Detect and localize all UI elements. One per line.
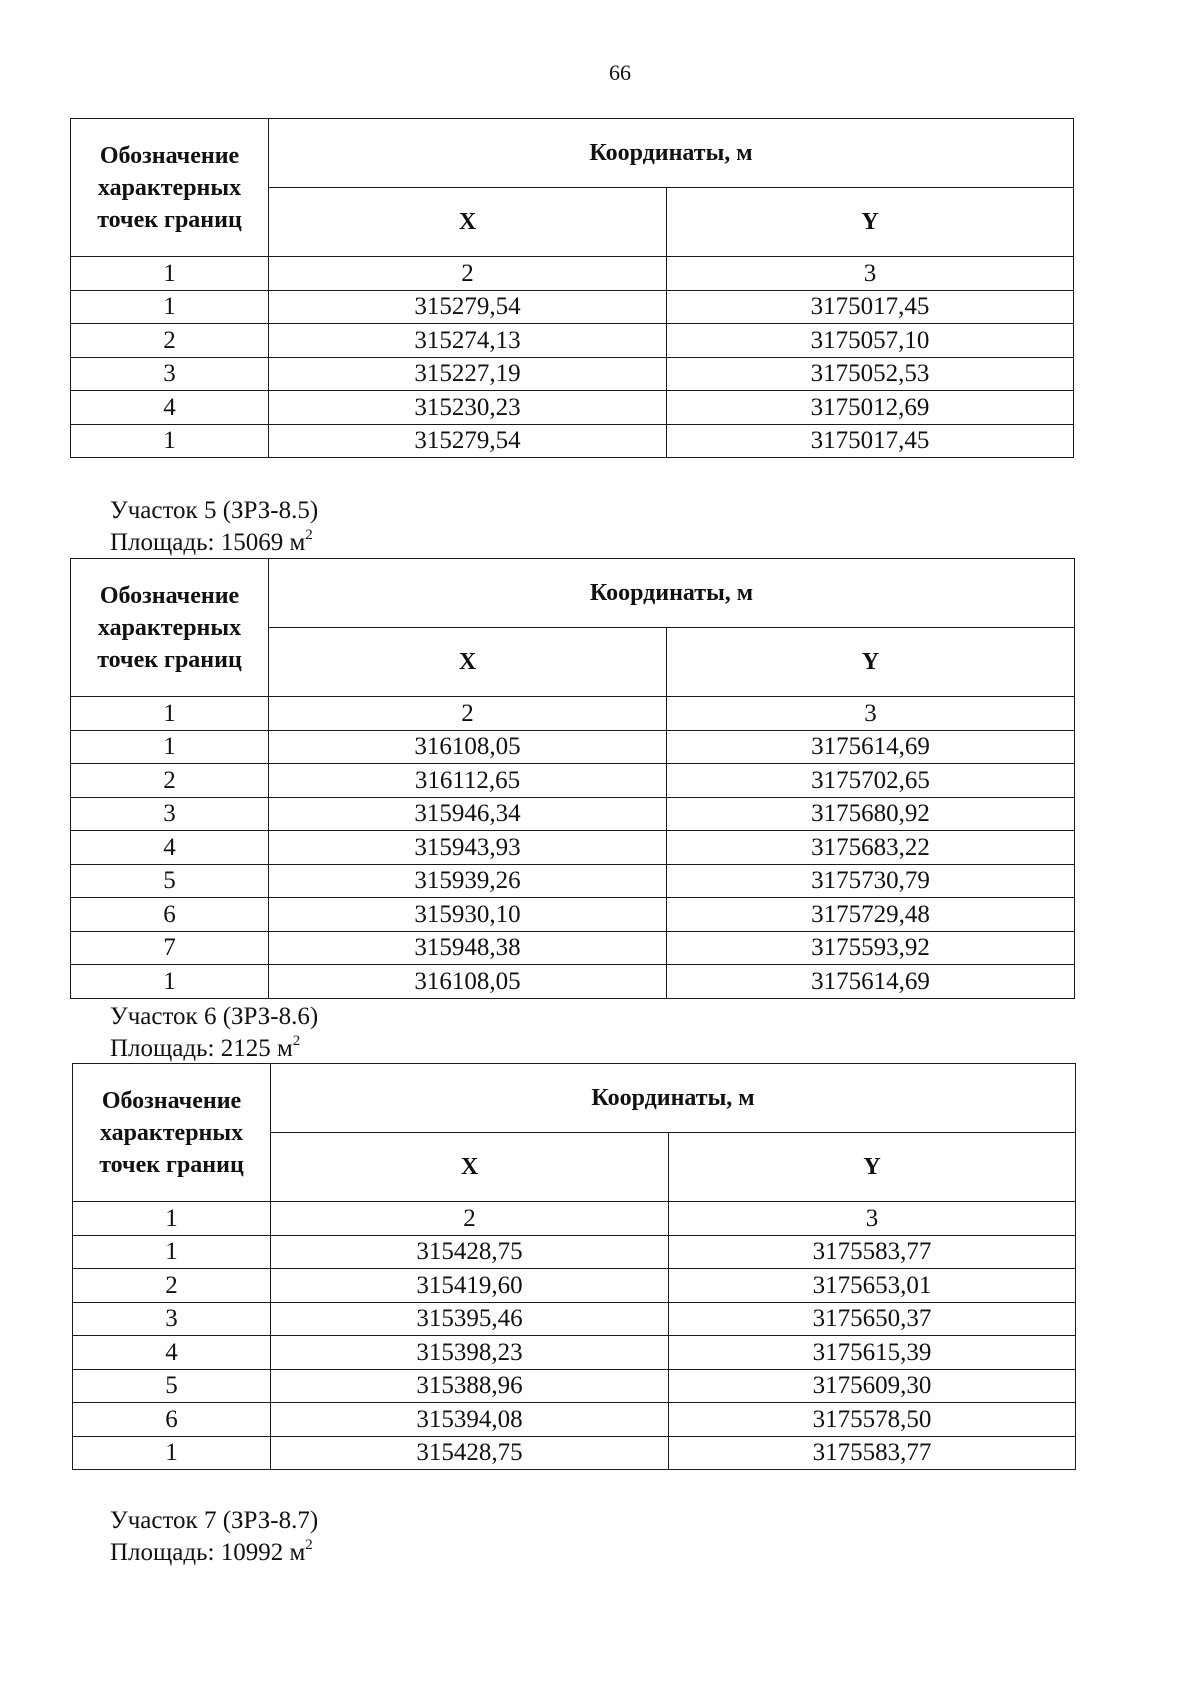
x-cell: 315230,23 [269, 391, 667, 425]
header-row [71, 559, 1075, 628]
point-cell: 1 [71, 730, 269, 764]
point-cell: 3 [71, 357, 269, 391]
coordinates-header: Координаты, м [269, 559, 1075, 628]
coordinates-table-1 [70, 118, 1074, 458]
y-cell: 3175702,65 [667, 764, 1075, 798]
point-cell: 5 [71, 864, 269, 898]
table-row [71, 730, 1075, 764]
table-row [71, 898, 1075, 932]
area-unit-sup: 2 [292, 1033, 301, 1049]
section-area [110, 527, 318, 559]
section-caption [110, 495, 318, 559]
point-cell: 3 [73, 1302, 271, 1336]
header-row [73, 1064, 1076, 1133]
area-value: 2125 [220, 1035, 271, 1062]
section-area [110, 1537, 318, 1569]
table-row [71, 965, 1075, 999]
point-cell: 1 [71, 424, 269, 458]
x-cell: 315398,23 [271, 1336, 669, 1370]
table-row [71, 424, 1074, 458]
area-label: Площадь: [110, 529, 215, 556]
y-cell: 3175683,22 [667, 831, 1075, 865]
area-value: 15069 [220, 529, 284, 556]
table-row [73, 1436, 1076, 1470]
page-number: 66 [609, 60, 631, 85]
area-unit: м [289, 529, 306, 556]
y-cell: 3175730,79 [667, 864, 1075, 898]
table-row [73, 1235, 1076, 1269]
table-body [71, 119, 1074, 458]
y-cell: 3175583,77 [669, 1436, 1076, 1470]
point-cell: 4 [73, 1336, 271, 1370]
column-number-row [71, 697, 1075, 731]
x-column-header: X [269, 188, 667, 257]
y-cell: 3175017,45 [667, 424, 1074, 458]
point-cell: 2 [71, 764, 269, 798]
y-column-header: Y [667, 628, 1075, 697]
x-cell: 315946,34 [269, 797, 667, 831]
column-number: 3 [669, 1202, 1076, 1236]
column-number: 2 [269, 257, 667, 291]
y-cell: 3175614,69 [667, 965, 1075, 999]
y-cell: 3175614,69 [667, 730, 1075, 764]
y-cell: 3175578,50 [669, 1403, 1076, 1437]
x-cell: 315279,54 [269, 424, 667, 458]
table-row [71, 391, 1074, 425]
point-cell: 4 [71, 831, 269, 865]
y-column-header: Y [667, 188, 1074, 257]
table-row [71, 797, 1075, 831]
point-cell: 1 [73, 1436, 271, 1470]
area-label: Площадь: [110, 1035, 215, 1062]
y-cell: 3175729,48 [667, 898, 1075, 932]
column-number: 3 [667, 697, 1075, 731]
point-cell: 2 [73, 1269, 271, 1303]
section-caption [110, 1001, 318, 1065]
table-row [71, 931, 1075, 965]
area-unit: м [289, 1539, 306, 1566]
table-row [73, 1302, 1076, 1336]
table-row [71, 831, 1075, 865]
point-cell: 7 [71, 931, 269, 965]
x-cell: 316108,05 [269, 730, 667, 764]
table-row [73, 1403, 1076, 1437]
point-column-header: Обозначение характерных точек границ [71, 559, 269, 697]
x-cell: 315939,26 [269, 864, 667, 898]
area-unit-sup: 2 [305, 527, 313, 543]
column-number: 1 [71, 257, 269, 291]
y-cell: 3175615,39 [669, 1336, 1076, 1370]
x-cell: 315428,75 [271, 1436, 669, 1470]
x-cell: 315428,75 [271, 1235, 669, 1269]
y-cell: 3175583,77 [669, 1235, 1076, 1269]
column-number: 1 [73, 1202, 271, 1236]
table-row [71, 324, 1074, 358]
table-row [73, 1269, 1076, 1303]
x-column-header: X [269, 628, 667, 697]
y-cell: 3175680,92 [667, 797, 1075, 831]
section-area [110, 1033, 318, 1065]
y-cell: 3175052,53 [667, 357, 1074, 391]
point-cell: 2 [71, 324, 269, 358]
x-cell: 315227,19 [269, 357, 667, 391]
x-cell: 315943,93 [269, 831, 667, 865]
point-cell: 6 [71, 898, 269, 932]
area-unit: м [276, 1035, 293, 1062]
x-cell: 315279,54 [269, 290, 667, 324]
section-title: Участок 7 (ЗРЗ-8.7) [110, 1507, 319, 1534]
coordinates-table-3 [72, 1063, 1076, 1470]
x-cell: 315948,38 [269, 931, 667, 965]
section-title: Участок 6 (ЗРЗ-8.6) [110, 1003, 319, 1030]
table-body [71, 559, 1075, 999]
coordinates-header: Координаты, м [271, 1064, 1076, 1133]
x-cell: 315274,13 [269, 324, 667, 358]
x-cell: 315395,46 [271, 1302, 669, 1336]
coordinates-table-2 [70, 558, 1075, 999]
x-cell: 315419,60 [271, 1269, 669, 1303]
y-cell: 3175017,45 [667, 290, 1074, 324]
column-number: 2 [271, 1202, 669, 1236]
point-column-header: Обозначение характерных точек границ [73, 1064, 271, 1202]
y-cell: 3175653,01 [669, 1269, 1076, 1303]
y-cell: 3175593,92 [667, 931, 1075, 965]
y-cell: 3175012,69 [667, 391, 1074, 425]
point-cell: 1 [71, 965, 269, 999]
x-cell: 315930,10 [269, 898, 667, 932]
section-caption [110, 1505, 318, 1569]
column-number-row [73, 1202, 1076, 1236]
point-cell: 5 [73, 1369, 271, 1403]
point-cell: 1 [71, 290, 269, 324]
point-column-header: Обозначение характерных точек границ [71, 119, 269, 257]
column-number: 3 [667, 257, 1074, 291]
area-label: Площадь: [110, 1539, 215, 1566]
x-cell: 315394,08 [271, 1403, 669, 1437]
table-row [73, 1336, 1076, 1370]
section-title: Участок 5 (ЗРЗ-8.5) [110, 497, 319, 524]
coordinates-header: Координаты, м [269, 119, 1074, 188]
table-row [71, 864, 1075, 898]
area-unit-sup: 2 [305, 1537, 313, 1553]
column-number-row [71, 257, 1074, 291]
table-row [73, 1369, 1076, 1403]
table-body [73, 1064, 1076, 1470]
x-cell: 316112,65 [269, 764, 667, 798]
y-cell: 3175609,30 [669, 1369, 1076, 1403]
x-cell: 316108,05 [269, 965, 667, 999]
header-row [71, 119, 1074, 188]
column-number: 2 [269, 697, 667, 731]
point-cell: 6 [73, 1403, 271, 1437]
point-cell: 1 [73, 1235, 271, 1269]
table-row [71, 764, 1075, 798]
table-row [71, 357, 1074, 391]
y-cell: 3175057,10 [667, 324, 1074, 358]
y-column-header: Y [669, 1133, 1076, 1202]
x-cell: 315388,96 [271, 1369, 669, 1403]
table-row [71, 290, 1074, 324]
point-cell: 4 [71, 391, 269, 425]
y-cell: 3175650,37 [669, 1302, 1076, 1336]
area-value: 10992 [220, 1539, 284, 1566]
column-number: 1 [71, 697, 269, 731]
point-cell: 3 [71, 797, 269, 831]
x-column-header: X [271, 1133, 669, 1202]
